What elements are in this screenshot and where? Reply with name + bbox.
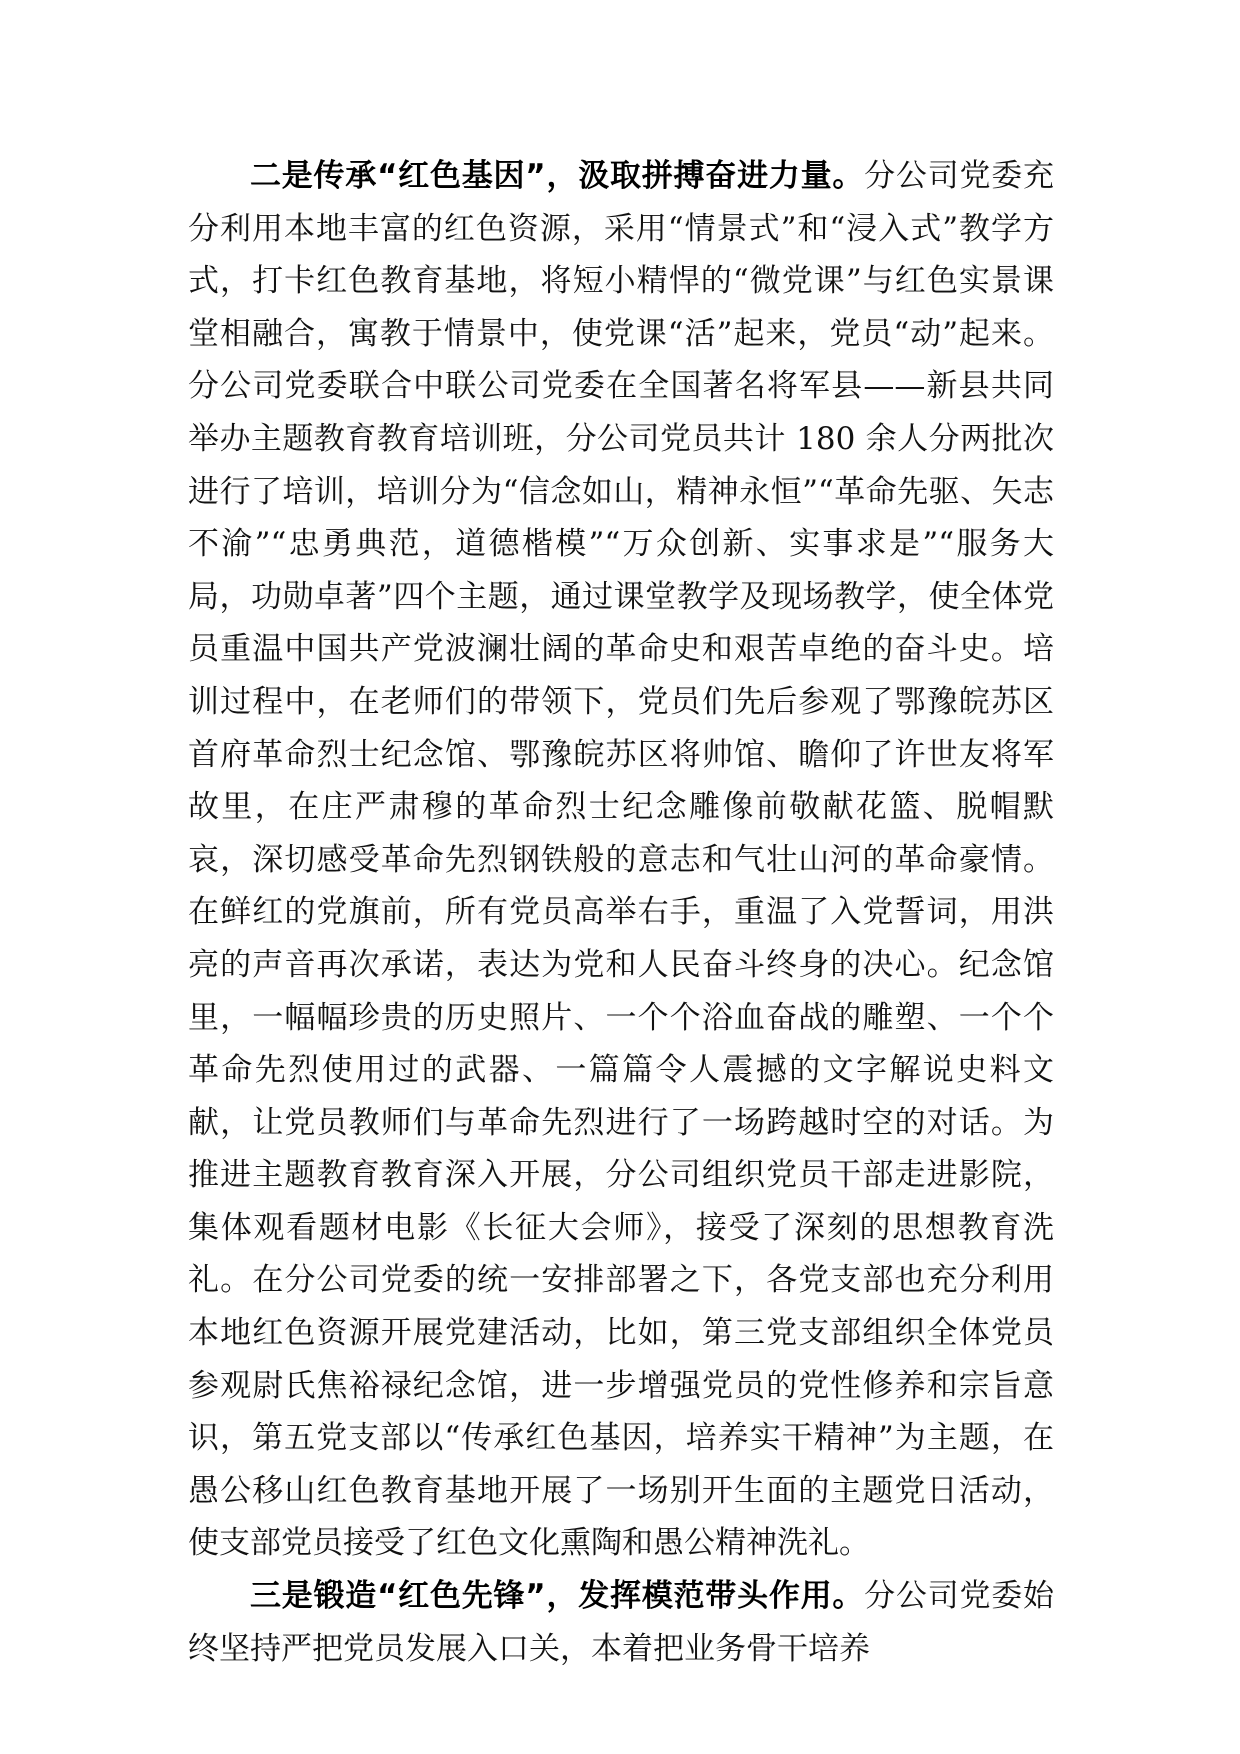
document-body: [188, 150, 1054, 1675]
paragraph-red-gene: [188, 150, 1054, 1570]
paragraph-heading: 三是锻造“红色先锋”，发挥模范带头作用。: [250, 1578, 865, 1615]
paragraph-text: 分公司党委充分利用本地丰富的红色资源，采用“情景式”和“浸入式”教学方式，打卡红色教育基地，将短小精悍的“微党课”与红色实景课堂相融合，寓教于情景中，使党课“活”起来，党员“动”起来。分公司党委联合中联公司党委在全国著名将军县——新县共同举办主题教育教育培训班，分公司党员共计 180 余人分两批次进行了培训，培训分为“信念如山，精神永恒”“革命先驱、矢志不渝”“忠勇典范，道德楷模”“万众创新、实事求是”“服务大局，功勋卓著”四个主题，通过课堂教学及现场教学，使全体党员重温中国共产党波澜壮阔的革命史和艰苦卓绝的奋斗史。培训过程中，在老师们的带领下，党员们先后参观了鄂豫皖苏区首府革命烈士纪念馆、鄂豫皖苏区将帅馆、瞻仰了许世友将军故里，在庄严肃穆的革命烈士纪念雕像前敬献花篮、脱帽默哀，深切感受革命先烈钢铁般的意志和气壮山河的革命豪情。在鲜红的党旗前，所有党员高举右手，重温了入党誓词，用洪亮的声音再次承诺，表达为党和人民奋斗终身的决心。纪念馆里，一幅幅珍贵的历史照片、一个个浴血奋战的雕塑、一个个革命先烈使用过的武器、一篇篇令人震撼的文字解说史料文献，让党员教师们与革命先烈进行了一场跨越时空的对话。为推进主题教育教育深入开展，分公司组织党员干部走进影院，集体观看题材电影《长征大会师》，接受了深刻的思想教育洗礼。在分公司党委的统一安排部署之下，各党支部也充分利用本地红色资源开展党建活动，比如，第三党支部组织全体党员参观尉氏焦裕禄纪念馆，进一步增强党员的党性修养和宗旨意识，第五党支部以“传承红色基因，培养实干精神”为主题，在愚公移山红色教育基地开展了一场别开生面的主题党日活动，使支部党员接受了红色文化熏陶和愚公精神洗礼。: [188, 158, 1055, 1562]
paragraph-red-pioneer: [188, 1570, 1054, 1675]
paragraph-text: 分公司党委始终坚持严把党员发展入口关，本着把业务骨干培养: [188, 1578, 1055, 1667]
paragraph-heading: 二是传承“红色基因”，汲取拼搏奋进力量。: [250, 158, 865, 194]
